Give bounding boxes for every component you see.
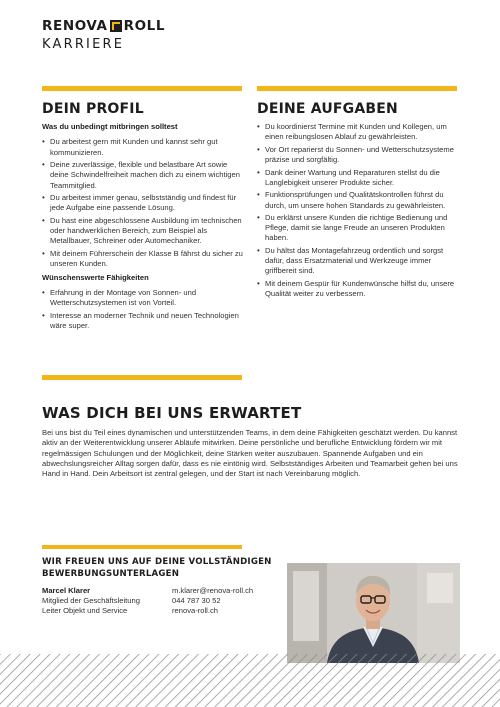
nice-to-have-list	[42, 288, 247, 331]
list-item: • Dank deiner Wartung und Reparaturen stellst du die Langlebigkeit unserer Produkte sicher.	[257, 168, 462, 188]
list-item: • Interesse an moderner Technik und neuen Technologien wäre super.	[42, 311, 247, 331]
hatch-pattern-decoration	[0, 654, 500, 707]
logo-text-left: RENOVA	[42, 18, 108, 34]
benefits-section	[42, 404, 460, 479]
contact-details	[42, 586, 282, 616]
website-link[interactable]: renova-roll.ch	[172, 606, 219, 615]
nice-to-have-heading: Wünschenswerte Fähigkeiten	[42, 273, 149, 283]
logo-subtitle: KARRIERE	[42, 37, 125, 52]
list-item: • Du arbeitest immer genau, selbstständig und findest für jede Aufgabe eine passende Lösung.	[42, 193, 247, 213]
list-item: • Du hältst das Montagefahrzeug ordentlich und sorgst dafür, dass Ersatzmaterial und Werkzeuge immer griffbereit sind.	[257, 246, 462, 277]
company-logo	[42, 18, 165, 52]
list-item: • Du hast eine abgeschlossene Ausbildung im technischen oder handwerklichen Bereich, zum Beispiel als Metallbauer, Schreiner oder Automechaniker.	[42, 216, 247, 247]
contact-email-link[interactable]: m.klarer@renova-roll.ch	[172, 586, 254, 595]
tasks-title: DEINE AUFGABEN	[257, 101, 398, 117]
logo-text-right: ROLL	[123, 18, 166, 34]
tasks-list	[257, 122, 462, 299]
benefits-text: Bei uns bist du Teil eines dynamischen und unterstützenden Teams, in dem deine Fähigkeiten geschätzt werden. Du kannst aktiv an der Weiterentwicklung unserer Abläufe mitwirken. Deine persönliche und berufliche Entwicklung fördern wir mit regelmässigen Schulungen und der Möglichkeit, deine Stärken weiter auszubauen. Spannende Aufgaben und ein abwechslungsreicher Alltag sorgen dafür, dass es nie eintönig wird. Selbstständiges Arbeiten und Teamarbeit gehen bei uns Hand in Hand. Dein Arbeitsort ist zentral gelegen, und der Start ist nach Vereinbarung möglich.	[42, 428, 458, 479]
tasks-section	[257, 101, 462, 302]
benefits-title: WAS DICH BEI UNS ERWARTET	[42, 404, 302, 422]
logo-square-icon	[110, 20, 122, 32]
profile-section	[42, 101, 247, 334]
portrait-illustration	[287, 563, 460, 663]
application-callout: WIR FREUEN UNS AUF DEINE VOLLSTÄNDIGEN BEWERBUNGSUNTERLAGEN	[42, 557, 272, 579]
accent-bar-left	[42, 86, 242, 91]
contact-name: Marcel Klarer	[42, 586, 91, 595]
must-have-heading: Was du unbedingt mitbringen solltest	[42, 122, 178, 132]
contact-role-secondary: Leiter Objekt und Service	[42, 606, 128, 615]
diagonal-lines-decoration	[0, 654, 500, 707]
contact-role: Mitglied der Geschäftsleitung	[42, 596, 140, 605]
list-item: • Vor Ort reparierst du Sonnen- und Wetterschutzsysteme präzise und sorgfältig.	[257, 145, 462, 165]
list-item: • Du arbeitest gern mit Kunden und kannst sehr gut kommunizieren.	[42, 137, 247, 157]
must-have-list	[42, 137, 247, 269]
contact-phone[interactable]: 044 787 30 52	[172, 596, 221, 605]
list-item: • Deine zuverlässige, flexible und belastbare Art sowie deine Schwindelfreiheit machen dich zu einem wichtigen Teammitglied.	[42, 160, 247, 191]
list-item: • Du erklärst unsere Kunden die richtige Bedienung und Pflege, damit sie lange Freude an unseren Produkten haben.	[257, 213, 462, 244]
list-item: • Du koordinierst Termine mit Kunden und Kollegen, um einen reibungslosen Ablauf zu gewährleisten.	[257, 122, 462, 142]
contact-person-photo	[287, 563, 460, 663]
profile-title: DEIN PROFIL	[42, 101, 144, 117]
list-item: • Mit deinem Führerschein der Klasse B fährst du sicher zu unseren Kunden.	[42, 249, 247, 269]
accent-bar-right	[257, 86, 457, 91]
list-item: • Erfahrung in der Montage von Sonnen- und Wetterschutzsystemen ist von Vorteil.	[42, 288, 247, 308]
list-item: • Mit deinem Gespür für Kundenwünsche hilfst du, unsere Qualität weiter zu verbessern.	[257, 279, 462, 299]
logo-wordmark	[42, 18, 165, 34]
contact-section	[42, 557, 282, 616]
accent-bar-middle	[42, 375, 242, 380]
accent-bar-footer	[42, 545, 242, 549]
list-item: • Funktionsprüfungen und Qualitätskontrollen führst du durch, um unsere hohen Standards zu gewährleisten.	[257, 190, 462, 210]
